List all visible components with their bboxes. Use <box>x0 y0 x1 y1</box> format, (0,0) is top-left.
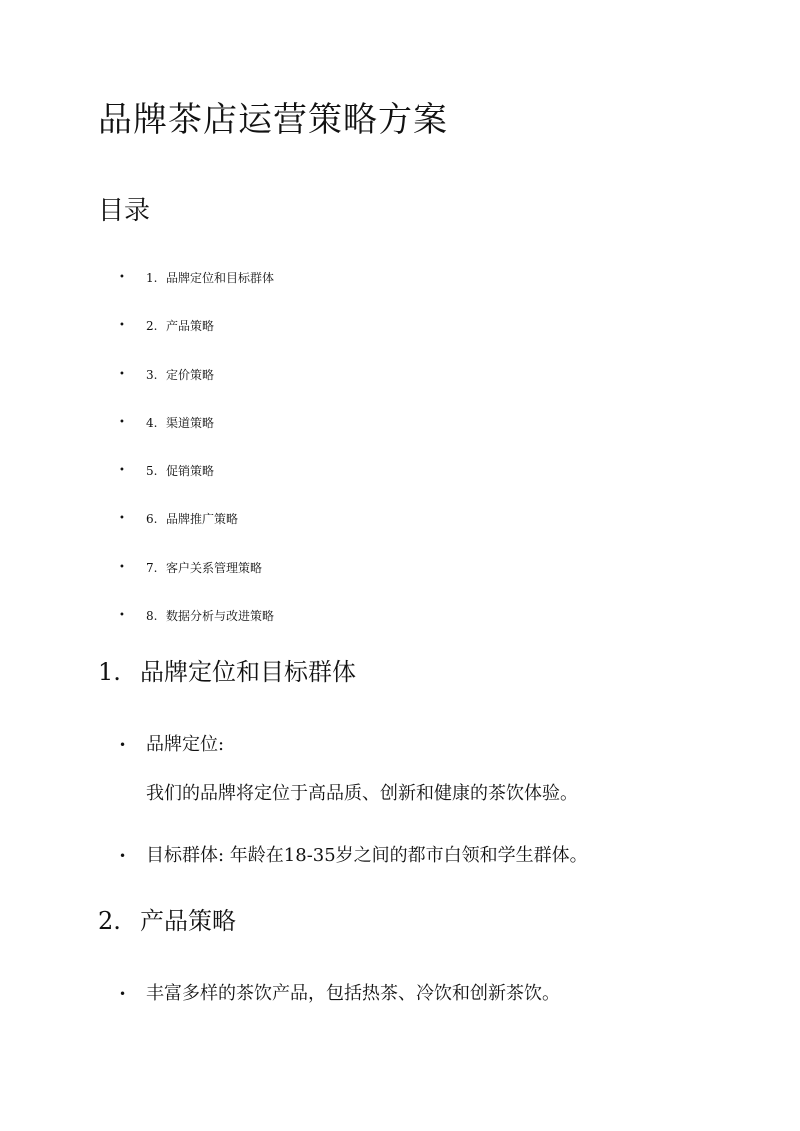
paragraph: 我们的品牌将定位于高品质、创新和健康的茶饮体验。 <box>146 783 578 804</box>
toc-item-label: 促销策略 <box>166 464 215 479</box>
toc-item-number: 5. <box>146 464 158 479</box>
toc-item-label: 渠道策略 <box>166 415 215 430</box>
toc-item-number: 2. <box>146 319 158 334</box>
bullet-icon: • <box>119 987 127 1001</box>
bullet-icon: • <box>119 465 125 477</box>
toc-item-number: 8. <box>146 609 158 624</box>
toc-item-label: 数据分析与改进策略 <box>166 609 275 624</box>
section-title: 品牌定位和目标群体 <box>140 658 356 686</box>
toc-item-label: 品牌定位和目标群体 <box>166 271 275 285</box>
bullet-icon: • <box>119 610 125 622</box>
section-heading <box>98 904 236 938</box>
toc-item-number: 3. <box>146 367 158 382</box>
bullet-text: 丰富多样的茶饮产品，包括热茶、冷饮和创新茶饮。 <box>146 983 560 1004</box>
bullet-icon: • <box>119 416 125 428</box>
toc-item-number: 4. <box>146 415 158 430</box>
section-title: 产品策略 <box>140 907 236 935</box>
bullet-text: 目标群体: 年龄在18-35岁之间的都市白领和学生群体。 <box>146 845 588 866</box>
toc-item-number: 6. <box>146 512 158 527</box>
bullet-icon: • <box>119 513 125 525</box>
toc-item-label: 产品策略 <box>166 319 215 334</box>
toc-item-label: 客户关系管理策略 <box>166 560 263 575</box>
toc-item-number: 7. <box>146 560 158 575</box>
section-heading <box>98 655 356 689</box>
toc-item-label: 定价策略 <box>166 367 215 382</box>
bullet-icon: • <box>119 849 127 863</box>
bullet-label: 品牌定位: <box>146 734 225 755</box>
bullet-icon: • <box>119 561 125 573</box>
document-title: 品牌茶店运营策略方案 <box>98 100 448 140</box>
toc-item-number: 1. <box>146 271 158 285</box>
toc-item-label: 品牌推广策略 <box>166 512 239 527</box>
bullet-icon: • <box>119 320 125 332</box>
bullet-icon: • <box>119 738 127 752</box>
toc-heading: 目录 <box>98 196 151 226</box>
bullet-icon: • <box>119 368 125 380</box>
section-number: 1. <box>98 658 121 686</box>
section-number: 2. <box>98 907 121 935</box>
bullet-icon: • <box>119 272 125 283</box>
